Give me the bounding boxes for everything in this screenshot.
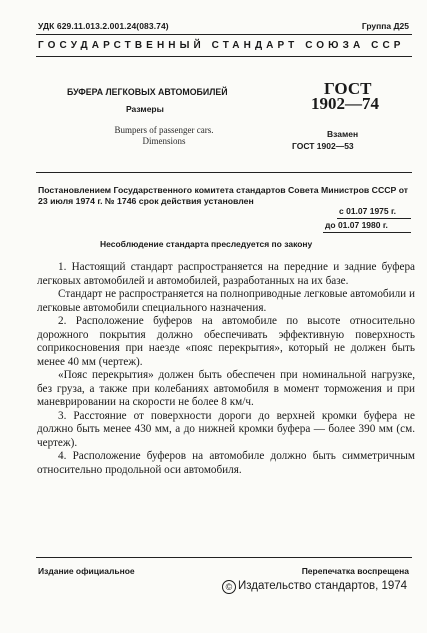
official-edition: Издание официальное [38, 566, 135, 576]
date-underline [323, 232, 411, 233]
paragraph: «Пояс перекрытия» должен быть обеспечен при номинальной нагрузке, без груза, а также при колебаниях автомобиля в момент торможения и при маневрировании на скорости не более 8 км/ч. [37, 369, 415, 408]
paragraph: 1. Настоящий стандарт распространяется на передние и задние буфера легковых автомобилей и автомобилей, разработанных на их базе. [37, 261, 415, 287]
standard-body [37, 261, 415, 477]
english-title-line2: Dimensions [142, 136, 186, 146]
state-standard-banner: ГОСУДАРСТВЕННЫЙ СТАНДАРТ СОЮЗА ССР [38, 40, 405, 51]
group-code: Группа Д25 [361, 21, 409, 31]
law-notice: Несоблюдение стандарта преследуется по закону [100, 239, 313, 249]
gost-label: ГОСТ [324, 79, 372, 98]
section-rule [36, 172, 412, 173]
replaces-label: Взамен [327, 129, 359, 139]
document-subtitle: Размеры [126, 104, 164, 114]
paragraph: 3. Расстояние от поверхности дороги до верхней кромки буфера не должно быть менее 430 мм, а до нижней кромки буфера — более 390 мм (см. чертеж). [37, 409, 415, 449]
english-title [99, 125, 229, 147]
paragraph: 2. Расположение буферов на автомобиле по высоте относительно дорожного покрытия должно обеспечивать эффективную поверхность соприкосновения при наезде «пояс перекрытия», который не должен быть менее 40 мм (чертеж). [37, 315, 415, 368]
date-underline [337, 218, 411, 219]
banner-rule [36, 56, 412, 57]
effective-from: с 01.07 1975 г. [339, 206, 397, 216]
copyright-icon: © [222, 580, 236, 594]
top-rule [36, 34, 412, 35]
gost-number: 1902—74 [311, 94, 379, 113]
document-title: БУФЕРА ЛЕГКОВЫХ АВТОМОБИЛЕЙ [67, 87, 228, 97]
paragraph: Стандарт не распространяется на полноприводные легковые автомобили и легковые автомобили специального назначения. [37, 288, 415, 314]
copyright-text: Издательство стандартов, 1974 [238, 580, 408, 592]
footer-rule [36, 557, 412, 558]
reprint-notice: Перепечатка воспрещена [301, 566, 409, 576]
effective-to: до 01.07 1980 г. [325, 220, 388, 230]
decree-text: Постановлением Государственного комитета стандартов Совета Министров СССР от 23 июля 1974 г. № 1746 срок действия установлен [38, 185, 409, 206]
english-title-line1: Bumpers of passenger cars. [114, 125, 214, 135]
copyright [222, 580, 407, 594]
replaces-number: ГОСТ 1902—53 [292, 141, 354, 151]
paragraph: 4. Расположение буферов на автомобиле должно быть симметричным относительно продольной оси автомобиля. [37, 450, 415, 476]
udc-code: УДК 629.11.013.2.001.24(083.74) [38, 21, 169, 31]
